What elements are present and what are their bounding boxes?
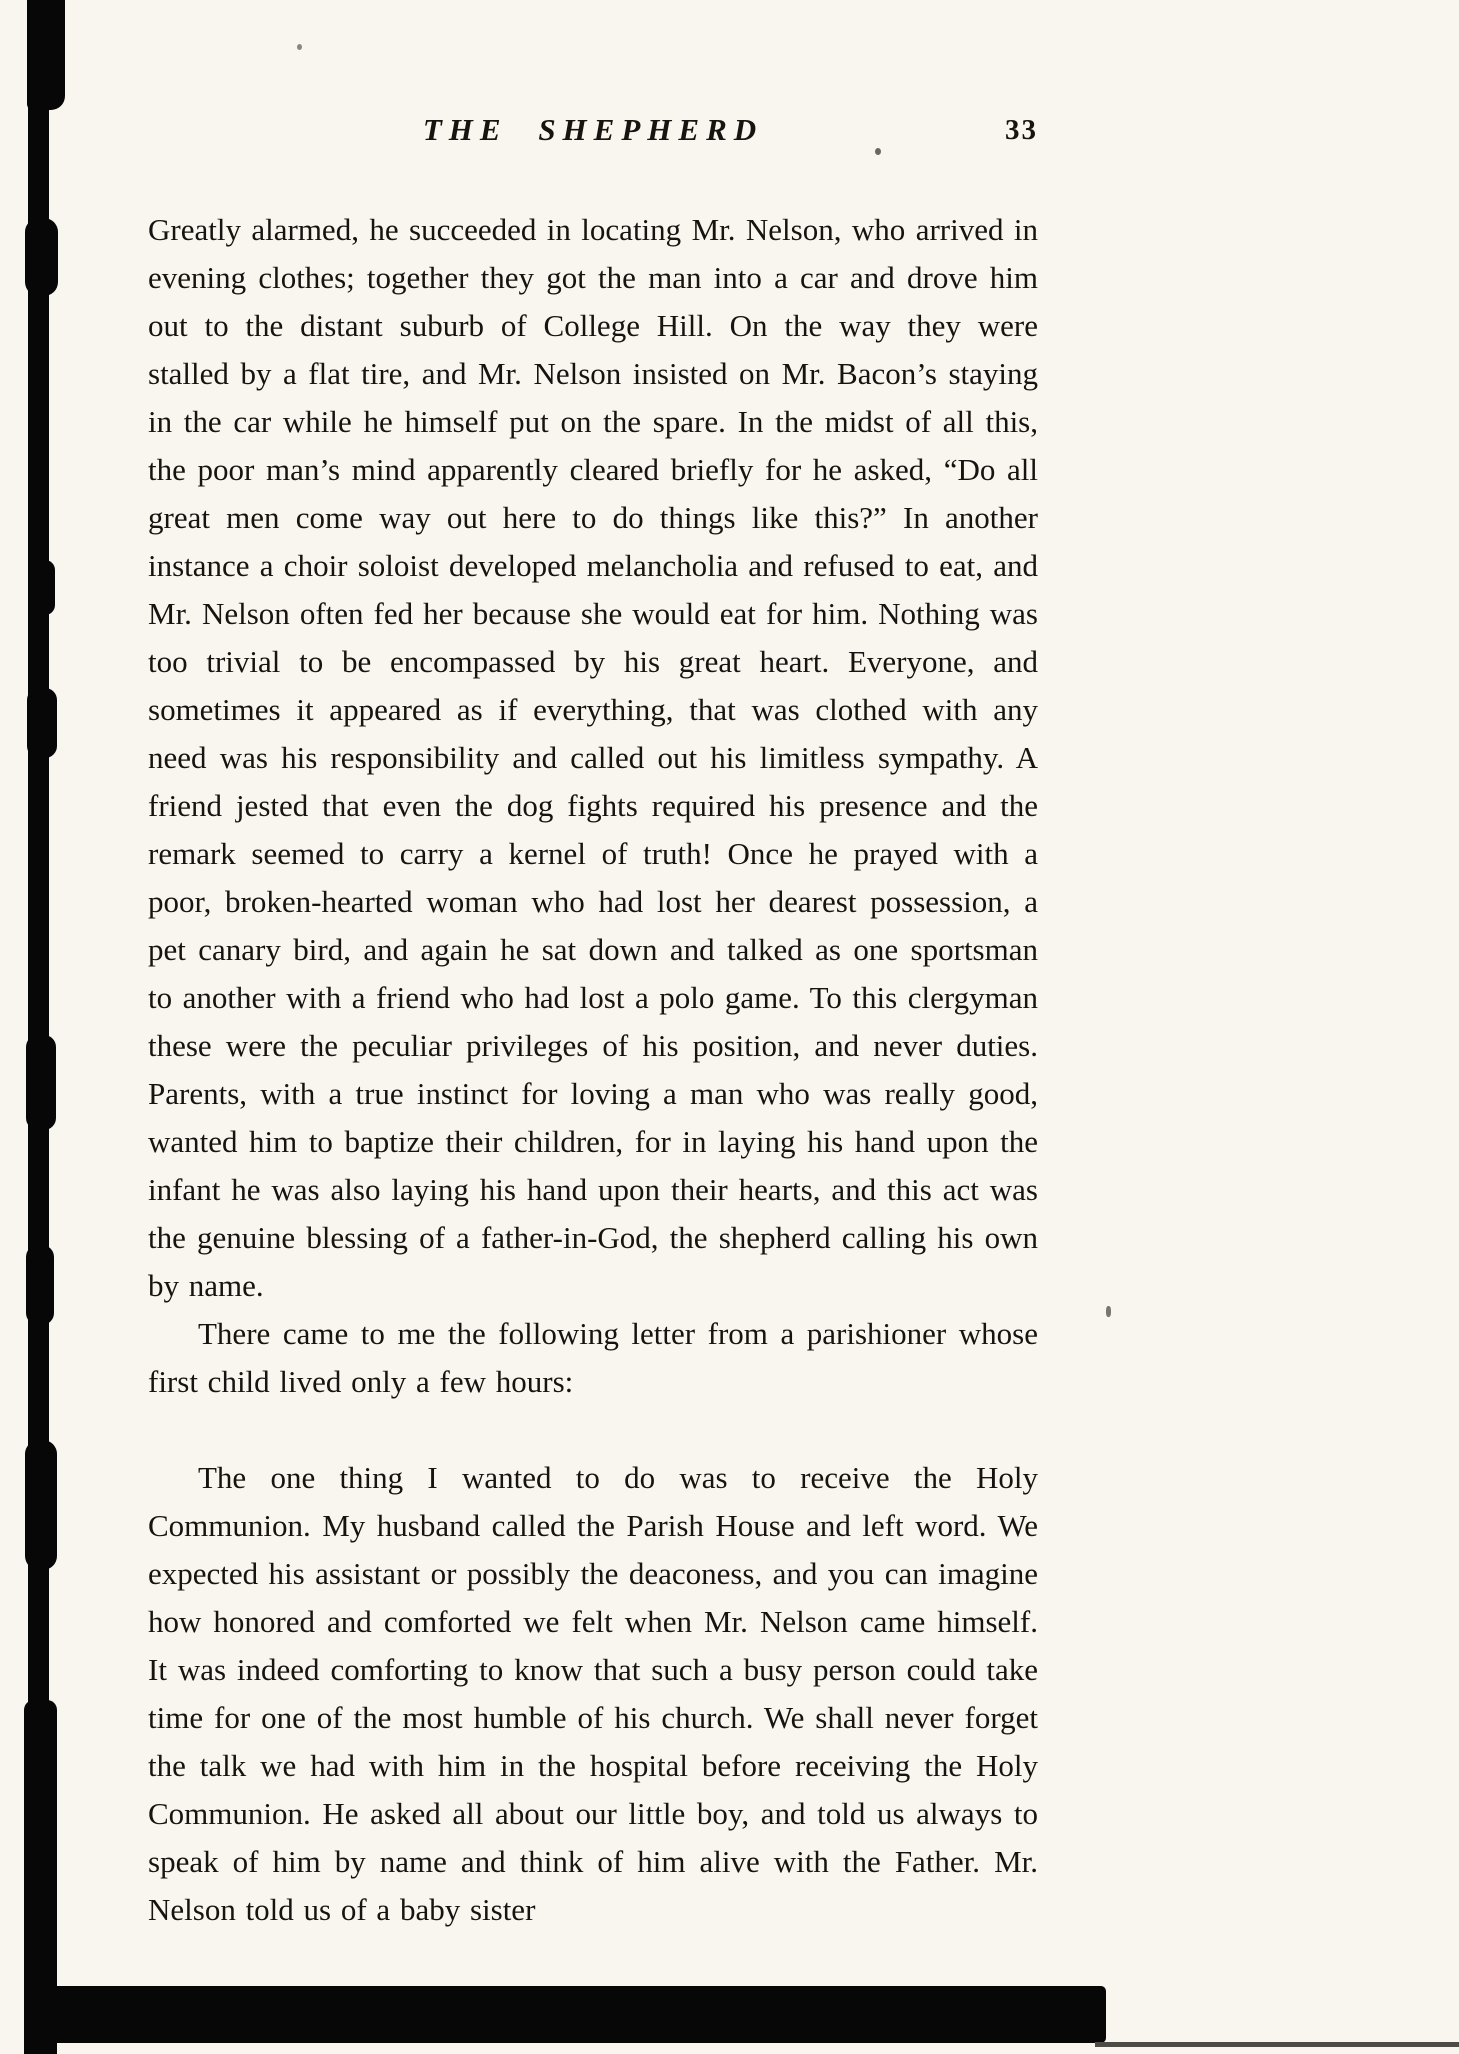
page-header [148,112,1038,154]
scan-artifact-bottom-edge [38,1986,1106,2043]
scan-artifact-bottom-line [1095,2042,1459,2047]
scan-artifact-speck [297,44,302,50]
letter-paragraph: The one thing I wanted to do was to receive the Holy Communion. My husband called the Parish House and left word. We expected his assistant or possibly the deaconess, and you can imagine how honored and comforted we felt when Mr. Nelson came himself. It was indeed comforting to know that such a busy person could take time for one of the most humble of his church. We shall never forget the talk we had with him in the hospital before receiving the Holy Communion. He asked all about our little boy, and told us always to speak of him by name and think of him alive with the Father. Mr. Nelson told us of a baby sister [148,1460,1038,1927]
scan-artifact-left-bump [26,1245,54,1325]
scan-artifact-left-bump [28,560,55,615]
scan-artifact-speck [1106,1306,1111,1317]
scan-artifact-left-bump [25,1440,57,1570]
scan-artifact-left-top [27,0,65,110]
scan-artifact-left-bump [25,218,58,296]
running-title: THE SHEPHERD [422,112,764,147]
text-block [148,112,1038,1934]
scan-artifact-left-bump [26,1035,56,1130]
page-number: 33 [1005,114,1038,146]
body-paragraph-1: Greatly alarmed, he succeeded in locating Mr. Nelson, who arrived in evening clothes; together they got the man into a car and drove him out to the distant suburb of College Hill. On the way they were stalled by a flat tire, and Mr. Nelson insisted on Mr. Bacon’s staying in the car while he himself put on the spare. In the midst of all this, the poor man’s mind apparently cleared briefly for he asked, “Do all great men come way out here to do things like this?” In another instance a choir soloist developed melancholia and refused to eat, and Mr. Nelson often fed her because she would eat for him. Nothing was too trivial to be encompassed by his great heart. Everyone, and sometimes it appeared as if everything, that was clothed with any need was his responsibility and called out his limitless sympathy. A friend jested that even the dog fights required his presence and the remark seemed to carry a kernel of truth! Once he prayed with a poor, broken-hearted woman who had lost her dearest possession, a pet canary bird, and again he sat down and talked as one sportsman to another with a friend who had lost a polo game. To this clergyman these were the peculiar privileges of his position, and never duties. Parents, with a true instinct for loving a man who was really good, wanted him to baptize their children, for in laying his hand upon the infant he was also laying his hand upon their hearts, and this act was the genuine blessing of a father-in-God, the shepherd calling his own by name. [148,212,1038,1303]
body-paragraph-2: There came to me the following letter from a parishioner whose first child lived only a few hours: [148,1316,1038,1399]
scan-artifact-left-bump [27,688,57,758]
letter-excerpt [148,1454,1038,1934]
